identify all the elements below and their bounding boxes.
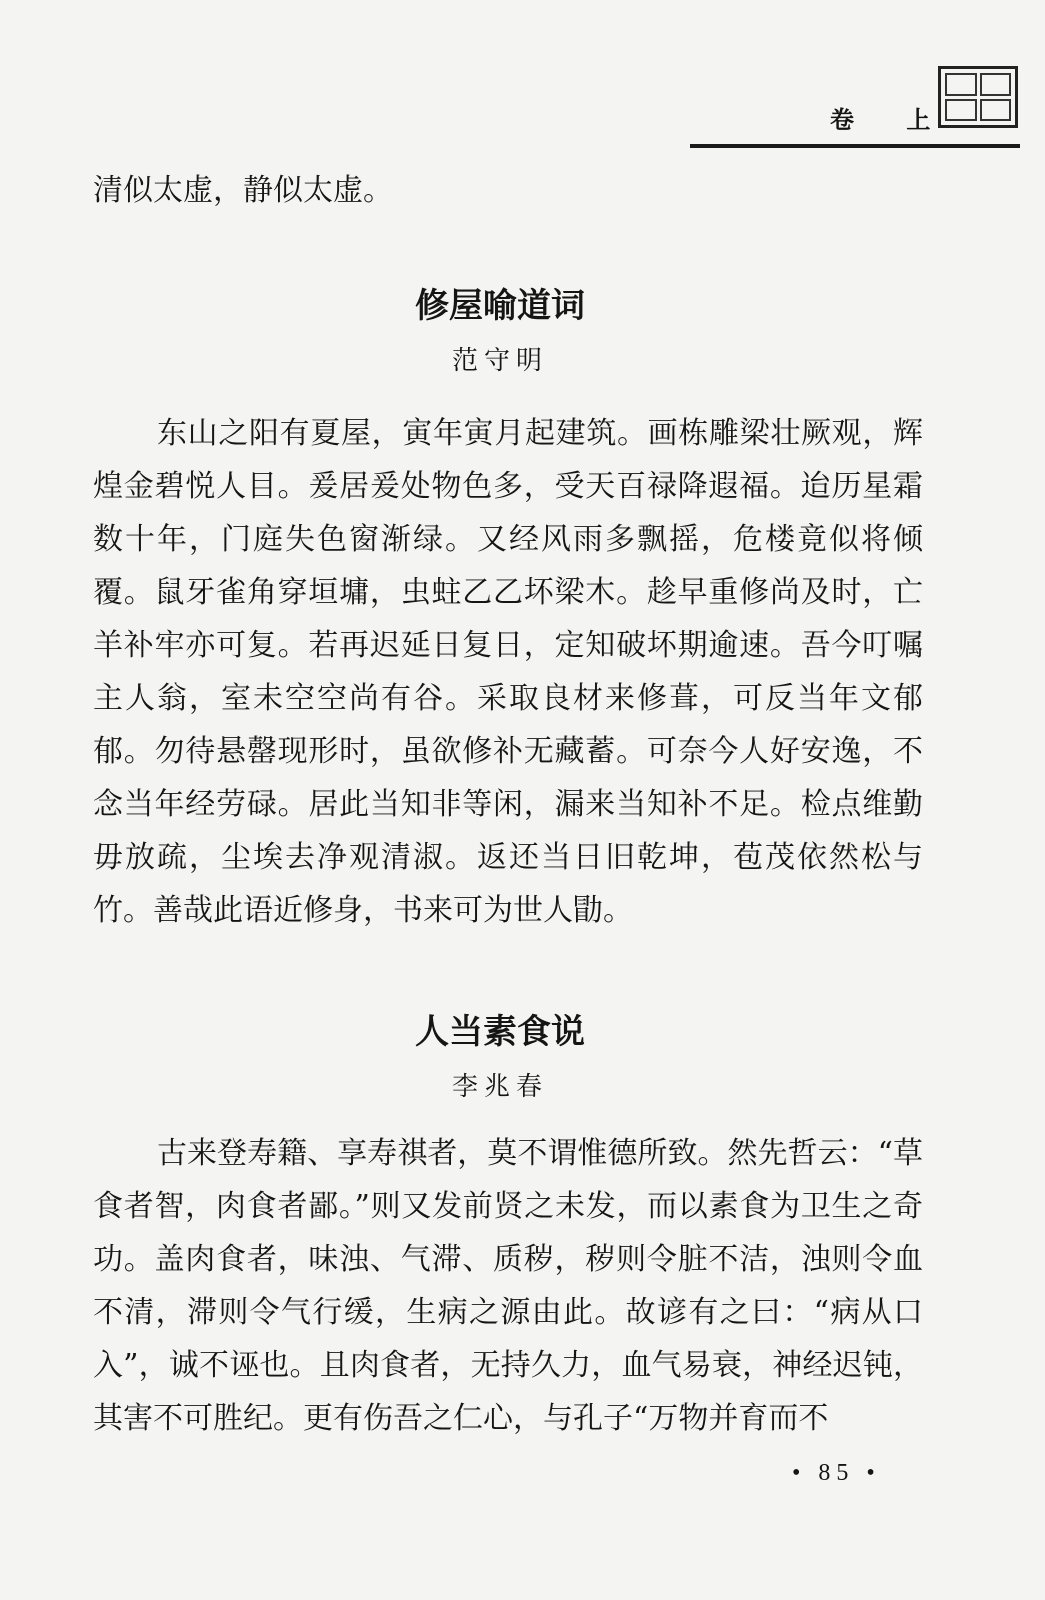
- seal-cell: [980, 99, 1012, 122]
- running-header-label: 卷 上: [830, 106, 953, 134]
- header-rule: [690, 144, 1020, 148]
- seal-cell: [980, 73, 1012, 96]
- article-body: 东山之阳有夏屋，寅年寅月起建筑。画栋雕梁壮厥观，辉煌金碧悦人目。爰居爰处物色多，受天百禄降遐福。迨历星霜数十年，门庭失色窗渐绿。又经风雨多飘摇，危楼竟似将倾覆。鼠牙雀角穿垣墉，虫蛀乙乙坏梁木。趁早重修尚及时，亡羊补牢亦可复。若再迟延日复日，定知破坏期逾速。吾今叮嘱主人翁，室未空空尚有谷。采取良材来修葺，可反当年文郁郁。勿待悬罄现形时，虽欲修补无藏蓄。可奈今人好安逸，不念当年经劳碌。居此当知非等闲，漏来当知补不足。检点维勤毋放疏，尘埃去净观清淑。返还当日旧乾坤，苞茂依然松与竹。善哉此语近修身，书来可为世人勖。: [93, 416, 923, 928]
- seal-cell: [945, 73, 977, 96]
- seal-stamp: [938, 66, 1018, 128]
- article-author: 范守明: [451, 346, 548, 376]
- article-title: 人当素食说: [415, 1012, 585, 1052]
- carryover-paragraph: 清似太虚，静似太虚。: [93, 173, 393, 208]
- article-body: 古来登寿籍、享寿祺者，莫不谓惟德所致。然先哲云：“草食者智，肉食者鄙。”则又发前贤之未发，而以素食为卫生之奇功。盖肉食者，味浊、气滞、质秽，秽则令脏不洁，浊则令血不清，滞则令气行缓，生病之源由此。故谚有之曰：“病从口入”，诚不诬也。且肉食者，无持久力，血气易衰，神经迟钝，其害不可胜纪。更有伤吾之仁心，与孔子“万物并育而不: [93, 1136, 923, 1436]
- page-number: • 85 •: [792, 1460, 881, 1486]
- article-title: 修屋喻道词: [415, 286, 585, 326]
- seal-cell: [945, 99, 977, 122]
- article-author: 李兆春: [451, 1072, 548, 1102]
